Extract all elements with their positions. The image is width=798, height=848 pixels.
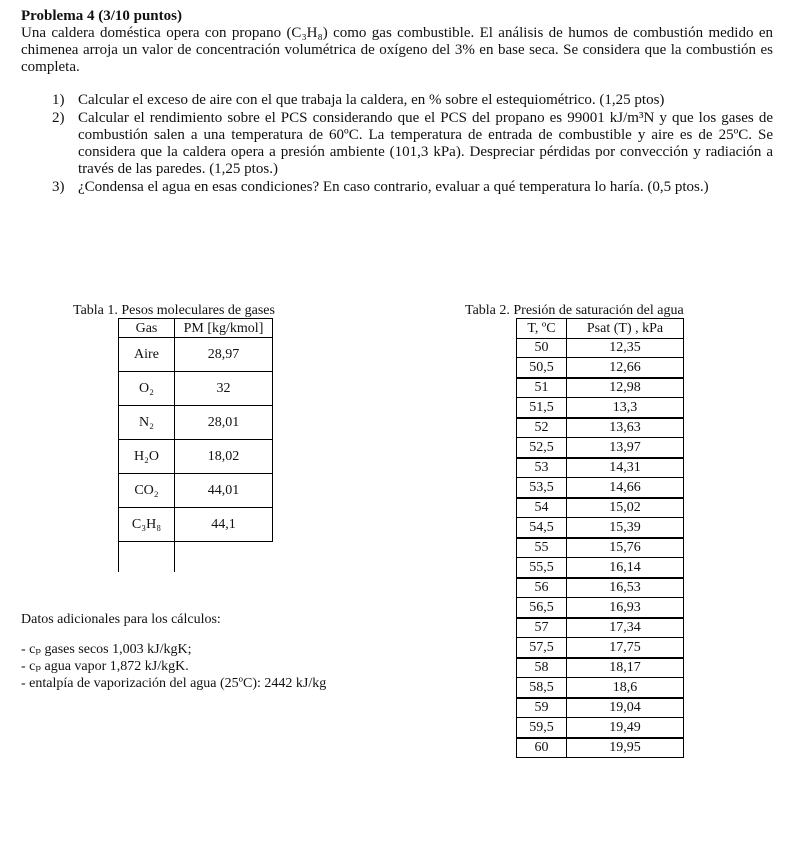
table-cell: 18,6 — [567, 678, 684, 698]
additional-data-item: - cₚ agua vapor 1,872 kJ/kgK. — [21, 659, 189, 674]
table-row — [517, 478, 684, 498]
table-cell: 44,01 — [175, 474, 273, 508]
table-row — [517, 558, 684, 578]
table-row — [517, 698, 684, 718]
table-cell: 54 — [517, 498, 567, 518]
table-cell: 16,14 — [567, 558, 684, 578]
table-cell: 13,97 — [567, 438, 684, 458]
table-cell: 53 — [517, 458, 567, 478]
table-row — [517, 598, 684, 618]
table-cell: 51 — [517, 378, 567, 398]
saturation-pressure-table — [516, 318, 684, 758]
table-cell: 56,5 — [517, 598, 567, 618]
additional-data-item: - cₚ gases secos 1,003 kJ/kgK; — [21, 642, 192, 657]
table-cell: 13,63 — [567, 418, 684, 438]
table-cell: 53,5 — [517, 478, 567, 498]
table-row — [517, 538, 684, 558]
table-cell: 55,5 — [517, 558, 567, 578]
table-row — [517, 658, 684, 678]
table-cell: 15,76 — [567, 538, 684, 558]
table-row — [517, 738, 684, 758]
table-row — [517, 398, 684, 418]
table-cell: 28,97 — [175, 338, 273, 372]
table-cell: 57,5 — [517, 638, 567, 658]
table-cell: O₂ — [119, 372, 175, 406]
question-number: 2) — [52, 110, 65, 126]
problem-title: Problema 4 (3/10 puntos) — [21, 8, 182, 24]
problem-intro: Una caldera doméstica opera con propano (C₃H₈) como gas combustible. El análisis de humos de combustión medido en chimenea arroja un valor de concentración volumétrica de oxígeno del 3% en base seca. Se considera que la combustión es completa. — [21, 25, 773, 75]
table-row — [517, 518, 684, 538]
table-cell: 16,53 — [567, 578, 684, 598]
table-row — [517, 358, 684, 378]
table-cell: 59,5 — [517, 718, 567, 738]
table-cell: C₃H₈ — [119, 508, 175, 542]
table-cell: 15,39 — [567, 518, 684, 538]
table-row — [517, 618, 684, 638]
table-cell: 17,75 — [567, 638, 684, 658]
question-text: Calcular el rendimiento sobre el PCS considerando que el PCS del propano es 99001 kJ/m³N y que los gases de combustión salen a una temperatura de 60ºC. La temperatura de entrada de combustible y aire es de 25ºC. Se considera que la caldera opera a presión ambiente (101,3 kPa). Despreciar pérdidas por convección y radiación a través de las paredes. (1,25 ptos.) — [78, 110, 773, 177]
table-cell: 59 — [517, 698, 567, 718]
table-cell: 17,34 — [567, 618, 684, 638]
table-cell — [175, 542, 273, 573]
table-cell: 18,17 — [567, 658, 684, 678]
table-cell: 18,02 — [175, 440, 273, 474]
question-text: ¿Condensa el agua en esas condiciones? En caso contrario, evaluar a qué temperatura lo haría. (0,5 ptos.) — [78, 179, 709, 195]
additional-data-list — [21, 641, 381, 692]
question-list — [52, 92, 773, 197]
additional-data-heading: Datos adicionales para los cálculos: — [21, 612, 221, 627]
table-cell: N₂ — [119, 406, 175, 440]
table-cell: 57 — [517, 618, 567, 638]
table-row — [517, 678, 684, 698]
table-cell: 51,5 — [517, 398, 567, 418]
table-cell: 32 — [175, 372, 273, 406]
table-cell: 52 — [517, 418, 567, 438]
table2-caption: Tabla 2. Presión de saturación del agua — [465, 303, 684, 318]
table-header: Psat (T) , kPa — [567, 319, 684, 339]
table-row — [119, 372, 273, 406]
table-header: Gas — [119, 319, 175, 338]
table-cell: 54,5 — [517, 518, 567, 538]
question-2 — [52, 110, 773, 178]
table-cell: 50,5 — [517, 358, 567, 378]
table-row — [517, 438, 684, 458]
additional-data-item: - entalpía de vaporización del agua (25ºC): 2442 kJ/kg — [21, 676, 327, 691]
table-row — [517, 458, 684, 478]
question-1 — [52, 92, 773, 109]
table-row — [119, 474, 273, 508]
table-row — [119, 338, 273, 372]
table1-caption: Tabla 1. Pesos moleculares de gases — [73, 303, 275, 318]
table-row — [517, 378, 684, 398]
table-cell: 28,01 — [175, 406, 273, 440]
table-cell: 52,5 — [517, 438, 567, 458]
table-cell: 58,5 — [517, 678, 567, 698]
table-cell: 58 — [517, 658, 567, 678]
table-header: T, ºC — [517, 319, 567, 339]
question-3 — [52, 179, 773, 196]
table-row — [517, 338, 684, 358]
table-header: PM [kg/kmol] — [175, 319, 273, 338]
question-number: 1) — [52, 92, 65, 108]
table-cell: 12,66 — [567, 358, 684, 378]
table-row — [119, 440, 273, 474]
table-cell: 19,95 — [567, 738, 684, 758]
table-cell: 56 — [517, 578, 567, 598]
table-cell: 13,3 — [567, 398, 684, 418]
table-cell: 12,35 — [567, 338, 684, 358]
table-cell: 60 — [517, 738, 567, 758]
table-cell: H₂O — [119, 440, 175, 474]
table-row — [517, 578, 684, 598]
table-row — [517, 498, 684, 518]
table-cell: 12,98 — [567, 378, 684, 398]
table-header-row — [517, 319, 684, 339]
table-cell: 19,49 — [567, 718, 684, 738]
question-number: 3) — [52, 179, 65, 195]
table-cell: 16,93 — [567, 598, 684, 618]
table-cell: 15,02 — [567, 498, 684, 518]
table-row — [517, 718, 684, 738]
table-cell: 44,1 — [175, 508, 273, 542]
table-cell — [119, 542, 175, 573]
table-cell: 19,04 — [567, 698, 684, 718]
table-cell: Aire — [119, 338, 175, 372]
table-row — [119, 508, 273, 542]
table-cell: 50 — [517, 338, 567, 358]
table-header-row — [119, 319, 273, 338]
question-text: Calcular el exceso de aire con el que trabaja la caldera, en % sobre el estequiométrico. (1,25 ptos) — [78, 92, 665, 108]
table-cell: 14,66 — [567, 478, 684, 498]
table-row — [119, 406, 273, 440]
table-tail — [119, 542, 273, 573]
table-cell: 14,31 — [567, 458, 684, 478]
table-row — [517, 418, 684, 438]
molecular-weights-table — [118, 318, 273, 572]
table-cell: 55 — [517, 538, 567, 558]
table-cell: CO₂ — [119, 474, 175, 508]
table-row — [517, 638, 684, 658]
